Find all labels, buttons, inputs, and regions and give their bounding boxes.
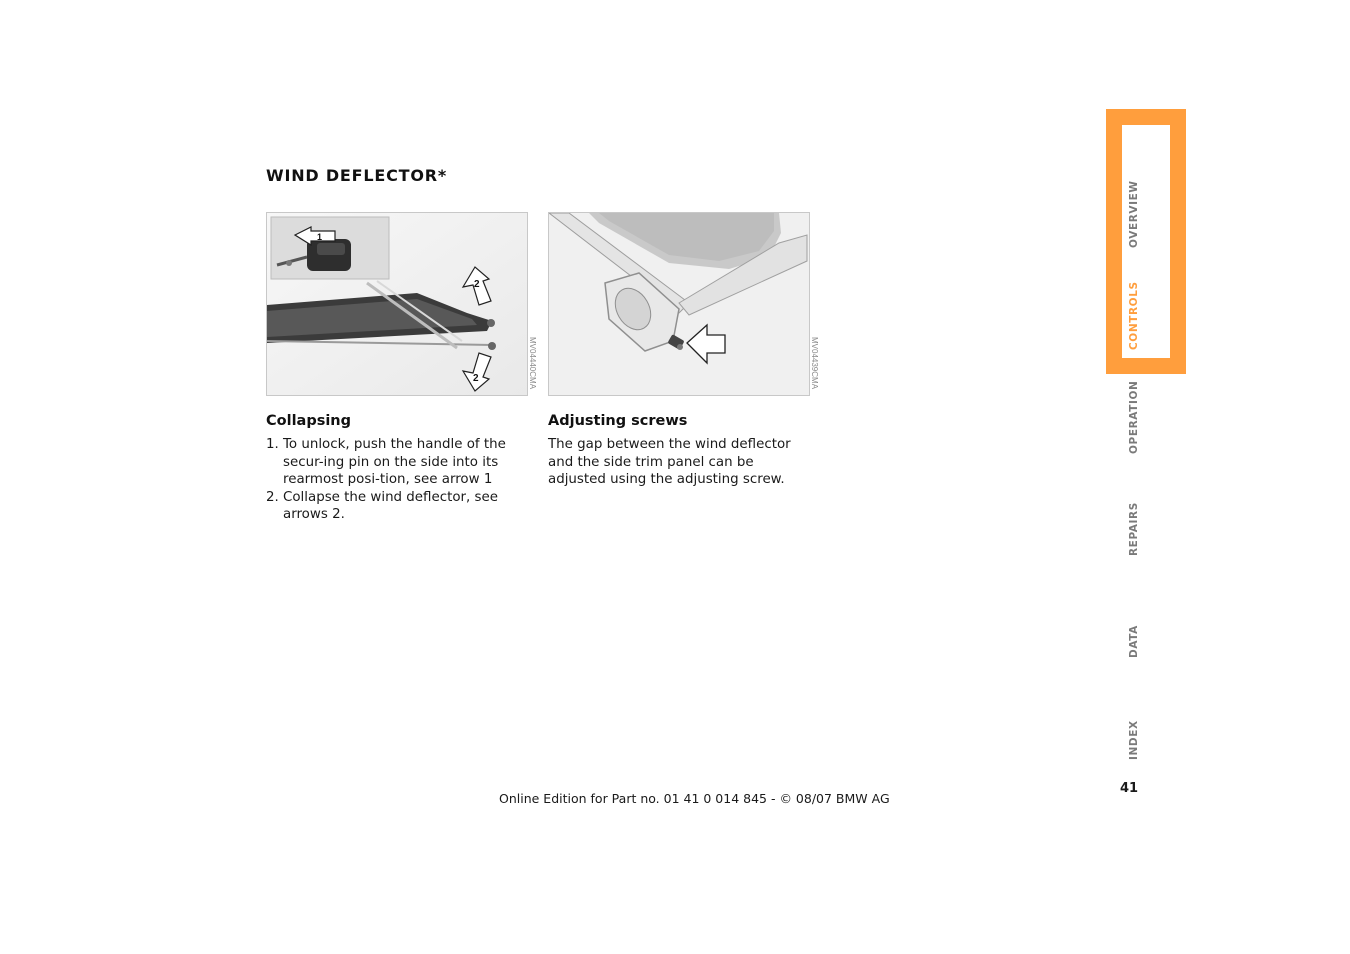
nav-tab-operation[interactable]: OPERATION [1128, 380, 1140, 454]
step-number: 2. [266, 489, 279, 505]
step-text: To unlock, push the handle of the secur-ing pin on the side into its rearmost posi-tion, see arrow 1 [283, 437, 506, 488]
step-text: Collapse the wind deflector, see arrows 2. [283, 489, 498, 523]
active-tab-highlight [1106, 109, 1186, 374]
svg-text:2: 2 [474, 279, 480, 290]
step-number: 1. [266, 437, 279, 452]
svg-text:1: 1 [317, 232, 323, 242]
list-item [266, 489, 538, 524]
collapsing-title: Collapsing [266, 413, 352, 429]
footer-text: Online Edition for Part no. 01 41 0 014 845 - © 08/07 BMW AG [499, 791, 890, 806]
nav-tab-index[interactable]: INDEX [1128, 720, 1140, 760]
collapsing-illustration [266, 212, 528, 396]
adjusting-title: Adjusting screws [548, 413, 688, 429]
page-number: 41 [1120, 781, 1139, 796]
adjusting-text: The gap between the wind deflector and the side trim panel can be adjusted using the adjusting screw. [548, 437, 791, 488]
list-item [266, 436, 538, 489]
nav-tab-overview[interactable]: OVERVIEW [1128, 180, 1140, 248]
adjusting-screw-illustration [548, 212, 810, 396]
figure-code-right: MV04439CMA [810, 337, 819, 390]
section-title: WIND DEFLECTOR* [266, 166, 448, 185]
collapsing-steps [266, 436, 538, 524]
nav-tab-repairs[interactable]: REPAIRS [1128, 502, 1140, 556]
svg-text:2: 2 [473, 373, 479, 384]
nav-tab-data[interactable]: DATA [1128, 625, 1140, 658]
nav-tab-controls[interactable]: CONTROLS [1128, 281, 1140, 350]
figure-code-left: MV04440CMA [528, 337, 537, 390]
